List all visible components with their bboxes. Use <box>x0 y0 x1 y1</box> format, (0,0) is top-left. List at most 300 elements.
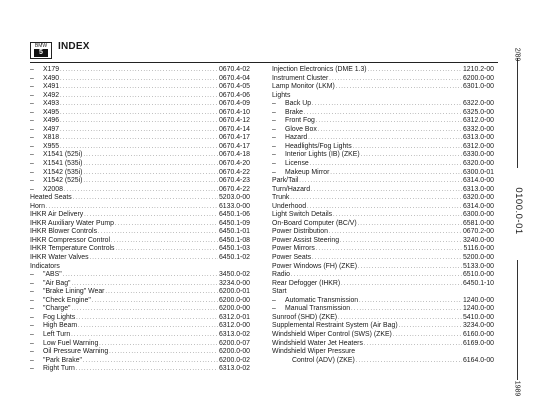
index-entry <box>30 280 250 289</box>
entry-repair-code: 6200.0-00 <box>462 74 494 82</box>
entry-dash: – <box>30 185 34 193</box>
entry-repair-code: 0670.4-14 <box>218 125 250 133</box>
index-entry <box>272 348 494 357</box>
dot-leader <box>340 237 462 246</box>
index-entry <box>272 237 494 246</box>
entry-repair-code: 6313.0-00 <box>462 185 494 193</box>
index-entry <box>30 117 250 126</box>
dot-leader <box>60 83 218 92</box>
entry-repair-code: 6300.0-00 <box>462 211 494 219</box>
dot-leader <box>359 297 462 306</box>
entry-label: "Park Brake" <box>43 356 82 364</box>
entry-label: X497 <box>43 125 60 133</box>
dot-leader <box>310 160 462 169</box>
dot-leader <box>60 100 218 109</box>
entry-repair-code: 1240.0-00 <box>462 305 494 313</box>
entry-label: Heated Seats <box>30 194 72 202</box>
dot-leader <box>73 194 218 203</box>
dot-leader <box>92 297 218 306</box>
entry-dash: – <box>30 142 34 150</box>
entry-label: X1541 (535i) <box>43 160 83 168</box>
entry-label: "ABS" <box>43 271 62 279</box>
entry-repair-code: 6200.0-01 <box>218 288 250 296</box>
index-column-left <box>30 66 250 374</box>
dot-leader <box>60 75 218 84</box>
entry-dash: – <box>30 313 34 321</box>
entry-label: IHKR Water Valves <box>30 254 89 262</box>
index-entry <box>272 203 494 212</box>
index-entry <box>30 100 250 109</box>
entry-label: IHKR Compressor Control <box>30 236 111 244</box>
index-entry <box>30 211 250 220</box>
entry-repair-code: 0670.4-09 <box>218 100 250 108</box>
dot-leader <box>316 117 462 126</box>
entry-dash: – <box>30 160 34 168</box>
dot-leader <box>90 254 218 263</box>
index-entry <box>272 340 494 349</box>
entry-repair-code: 5203.0-00 <box>218 194 250 202</box>
entry-repair-code: 0670.4-17 <box>218 142 250 150</box>
entry-label: X179 <box>43 66 60 73</box>
dot-leader <box>76 314 218 323</box>
dot-leader <box>393 331 462 340</box>
entry-label: Lamp Monitor (LKM) <box>272 83 335 91</box>
entry-repair-code: 1210.2-00 <box>462 66 494 73</box>
dot-leader <box>84 211 218 220</box>
dot-leader <box>60 109 218 118</box>
dot-leader <box>60 66 218 75</box>
index-entry <box>30 245 250 254</box>
entry-label: Indicators <box>30 262 60 270</box>
dot-leader <box>60 117 218 126</box>
entry-repair-code: 6160.0-00 <box>462 330 494 338</box>
index-entry <box>272 126 494 135</box>
dot-leader <box>368 66 462 75</box>
entry-repair-code: 1240.0-00 <box>462 296 494 304</box>
index-entry <box>272 297 494 306</box>
entry-dash: – <box>30 322 34 330</box>
entry-repair-code: 6313.0-02 <box>218 365 250 373</box>
entry-label: Power Assist Steering <box>272 236 340 244</box>
entry-label: Interior Lights (IB) (ZKE) <box>285 151 360 159</box>
dot-leader <box>115 220 218 229</box>
entry-repair-code: 6320.0-00 <box>462 160 494 168</box>
entry-repair-code: 0670.4-04 <box>218 74 250 82</box>
dot-leader <box>307 203 462 212</box>
entry-label: "Brake Lining" Wear <box>43 288 105 296</box>
entry-dash: – <box>30 305 34 313</box>
entry-label: Makeup Mirror <box>285 168 330 176</box>
entry-repair-code: 5116.0-00 <box>463 245 494 253</box>
entry-repair-code: 6314.0-00 <box>462 202 494 210</box>
entry-label: X496 <box>43 117 60 125</box>
index-entry <box>30 66 250 75</box>
entry-repair-code: 6320.0-00 <box>462 194 494 202</box>
index-entry <box>272 143 494 152</box>
entry-repair-code: 6450.1-10 <box>462 279 494 287</box>
entry-label: Headlights/Fog Lights <box>285 142 352 150</box>
page-header <box>30 40 498 62</box>
dot-leader <box>329 228 462 237</box>
entry-label: Automatic Transmission <box>285 296 359 304</box>
entry-repair-code: 6312.0-00 <box>218 322 250 330</box>
dot-leader <box>105 288 218 297</box>
dot-leader <box>60 126 218 135</box>
entry-dash: – <box>30 288 34 296</box>
index-entry <box>272 100 494 109</box>
index-entry <box>30 365 250 374</box>
index-entry <box>272 83 494 92</box>
entry-repair-code: 6330.0-00 <box>462 151 494 159</box>
entry-label: X2008 <box>43 185 63 193</box>
entry-dash: – <box>30 117 34 125</box>
dot-leader <box>83 169 217 178</box>
index-entry <box>30 331 250 340</box>
dot-leader <box>291 271 462 280</box>
entry-dash: – <box>30 151 34 159</box>
entry-label: Rear Defogger (IHKR) <box>272 279 341 287</box>
entry-repair-code: 6200.0-07 <box>218 339 250 347</box>
index-entry <box>30 357 250 366</box>
entry-label: "Charge" <box>43 305 71 313</box>
index-entry <box>30 254 250 263</box>
dot-leader <box>111 237 218 246</box>
index-entry <box>30 314 250 323</box>
index-entry <box>272 314 494 323</box>
index-entry <box>30 83 250 92</box>
header-rule <box>30 62 498 63</box>
index-entry <box>30 143 250 152</box>
entry-dash: – <box>272 125 276 133</box>
dot-leader <box>63 271 218 280</box>
entry-label: Power Mirrors <box>272 245 315 253</box>
dot-leader <box>46 203 218 212</box>
index-entry <box>272 254 494 263</box>
index-entry <box>30 305 250 314</box>
entry-label: Injection Electronics (DME 1.3) <box>272 66 367 73</box>
entry-label: Windshield Wiper Pressure <box>272 348 356 356</box>
dot-leader <box>60 92 218 101</box>
entry-label: Windshield Wiper Control (SWS) (ZKE) <box>272 330 392 338</box>
dot-leader <box>358 263 462 272</box>
index-entry <box>30 203 250 212</box>
index-entry <box>30 297 250 306</box>
entry-repair-code: 6510.0-00 <box>462 271 494 279</box>
entry-repair-code: 6164.0-00 <box>462 356 494 364</box>
entry-repair-code: 6133.0-00 <box>218 202 250 210</box>
entry-dash: – <box>30 91 34 99</box>
index-entry <box>272 245 494 254</box>
entry-label: Radio <box>272 271 291 279</box>
index-entry <box>272 66 494 75</box>
dot-leader <box>83 151 217 160</box>
index-entry <box>272 194 494 203</box>
entry-label: Left Turn <box>43 330 71 338</box>
dot-leader <box>299 177 462 186</box>
index-entry <box>30 160 250 169</box>
entry-repair-code: 0670.4-06 <box>218 91 250 99</box>
entry-repair-code: 6200.0-00 <box>218 348 250 356</box>
page-title: INDEX <box>58 41 90 52</box>
entry-dash: – <box>30 125 34 133</box>
entry-repair-code: 6300.0-01 <box>462 168 494 176</box>
sidebar-section-code: 0100.0-01 <box>513 187 524 235</box>
entry-repair-code: 6312.0-01 <box>218 313 250 321</box>
dot-leader <box>64 186 218 195</box>
dot-leader <box>290 194 462 203</box>
entry-repair-code: 0670.4-10 <box>218 108 250 116</box>
entry-repair-code: 3450.0-02 <box>218 271 250 279</box>
dot-leader <box>399 322 462 331</box>
entry-repair-code: 6450.1-09 <box>218 219 250 227</box>
entry-label: Low Fuel Warning <box>43 339 99 347</box>
index-entry <box>272 305 494 314</box>
index-entry <box>272 75 494 84</box>
index-entry <box>272 331 494 340</box>
dot-leader <box>116 245 218 254</box>
entry-label: License <box>285 160 309 168</box>
index-entry <box>272 186 494 195</box>
entry-label: IHKR Temperature Controls <box>30 245 115 253</box>
entry-repair-code: 0670.4-22 <box>218 168 250 176</box>
dot-leader <box>304 109 462 118</box>
entry-repair-code: 6314.0-00 <box>462 177 494 185</box>
entry-dash: – <box>30 330 34 338</box>
entry-dash: – <box>272 134 276 142</box>
index-entry <box>30 271 250 280</box>
index-entry <box>30 340 250 349</box>
entry-repair-code: 6200.0-00 <box>218 296 250 304</box>
entry-repair-code: 6313.0-00 <box>462 134 494 142</box>
entry-repair-code: 6312.0-00 <box>462 142 494 150</box>
entry-dash: – <box>272 117 276 125</box>
entry-dash: – <box>30 177 34 185</box>
entry-label: "Air Bag" <box>43 279 71 287</box>
dot-leader <box>333 211 462 220</box>
entry-label: X490 <box>43 74 60 82</box>
entry-repair-code: 6450.1-02 <box>218 254 250 262</box>
dot-leader <box>76 365 218 374</box>
entry-label: "Check Engine" <box>43 296 91 304</box>
index-entry <box>272 322 494 331</box>
dot-leader <box>318 126 462 135</box>
entry-label: High Beam <box>43 322 78 330</box>
entry-label: Fog Lights <box>43 313 76 321</box>
bmw-series-logo <box>30 42 52 59</box>
dot-leader <box>83 177 217 186</box>
entry-repair-code: 6301.0-00 <box>462 83 494 91</box>
entry-dash: – <box>272 108 276 116</box>
entry-repair-code: 6450.1-03 <box>218 245 250 253</box>
index-entry <box>272 169 494 178</box>
entry-repair-code: 0670.4-12 <box>218 117 250 125</box>
entry-dash: – <box>30 134 34 142</box>
dot-leader <box>351 305 462 314</box>
entry-label: Lights <box>272 91 291 99</box>
dot-leader <box>336 83 462 92</box>
entry-label: Turn/Hazard <box>272 185 311 193</box>
entry-repair-code: 6313.0-02 <box>218 330 250 338</box>
entry-label: X955 <box>43 142 60 150</box>
index-entry <box>272 117 494 126</box>
index-entry <box>30 186 250 195</box>
entry-repair-code: 0670.4-05 <box>218 83 250 91</box>
entry-label: IHKR Air Delivery <box>30 211 84 219</box>
sidebar-date: 2/89 <box>513 47 521 62</box>
entry-dash: – <box>30 74 34 82</box>
entry-repair-code: 0670.4-18 <box>218 151 250 159</box>
dot-leader <box>312 254 462 263</box>
entry-dash: – <box>30 100 34 108</box>
index-entry <box>272 92 494 101</box>
dot-leader <box>98 228 218 237</box>
entry-repair-code: 6200.0-02 <box>218 356 250 364</box>
entry-dash: – <box>30 365 34 373</box>
index-entry <box>272 160 494 169</box>
index-entry <box>30 169 250 178</box>
entry-repair-code: 5200.0-00 <box>462 254 494 262</box>
entry-dash: – <box>272 160 276 168</box>
dot-leader <box>99 340 218 349</box>
entry-repair-code: 0670.2-00 <box>462 228 494 236</box>
index-entry <box>272 220 494 229</box>
entry-label: X493 <box>43 100 60 108</box>
dot-leader <box>356 357 462 366</box>
dot-leader <box>361 151 462 160</box>
entry-label: Power Seats <box>272 254 312 262</box>
index-column-right <box>272 66 494 365</box>
index-entry <box>30 263 250 272</box>
entry-label: Power Distribution <box>272 228 328 236</box>
entry-dash: – <box>30 66 34 73</box>
entry-label: X1541 (525i) <box>43 151 83 159</box>
entry-dash: – <box>272 151 276 159</box>
entry-dash: – <box>30 339 34 347</box>
index-entry <box>272 211 494 220</box>
entry-dash: – <box>30 83 34 91</box>
index-entry <box>272 134 494 143</box>
dot-leader <box>109 348 218 357</box>
entry-label: Manual Transmission <box>285 305 351 313</box>
entry-repair-code: 0670.4-20 <box>218 160 250 168</box>
entry-label: IHKR Blower Controls <box>30 228 98 236</box>
index-entry <box>30 109 250 118</box>
index-entry <box>30 151 250 160</box>
entry-repair-code: 0670.4-17 <box>218 134 250 142</box>
entry-label: Supplemental Restraint System (Air Bag) <box>272 322 398 330</box>
index-entry <box>30 220 250 229</box>
index-entry <box>272 263 494 272</box>
index-entry <box>30 177 250 186</box>
index-entry <box>272 177 494 186</box>
entry-dash: – <box>272 142 276 150</box>
index-entry <box>30 92 250 101</box>
logo-series-number: 5 <box>34 49 48 57</box>
dot-leader <box>329 75 462 84</box>
entry-dash: – <box>30 296 34 304</box>
dot-leader <box>330 169 462 178</box>
dot-leader <box>78 322 218 331</box>
side-rule-top <box>517 58 518 168</box>
dot-leader <box>72 305 218 314</box>
entry-dash: – <box>30 271 34 279</box>
entry-label: Windshield Water Jet Heaters <box>272 339 363 347</box>
index-entry <box>30 237 250 246</box>
entry-dash: – <box>272 168 276 176</box>
entry-dash: – <box>30 279 34 287</box>
index-entry <box>30 126 250 135</box>
entry-label: Hazard <box>285 134 308 142</box>
entry-label: X1542 (525i) <box>43 177 83 185</box>
entry-label: Control (ADV) (ZKE) <box>292 356 355 364</box>
entry-repair-code: 5133.0-00 <box>462 262 494 270</box>
dot-leader <box>308 134 462 143</box>
entry-repair-code: 6581.0-00 <box>462 219 494 227</box>
entry-label: Brake <box>285 108 304 116</box>
entry-label: IHKR Auxiliary Water Pump <box>30 219 114 227</box>
entry-repair-code: 6312.0-00 <box>462 117 494 125</box>
entry-label: Glove Box <box>285 125 317 133</box>
entry-repair-code: 6332.0-00 <box>462 125 494 133</box>
entry-label: Right Turn <box>43 365 75 373</box>
entry-label: X495 <box>43 108 60 116</box>
entry-repair-code: 3240.0-00 <box>462 236 494 244</box>
index-entry <box>272 109 494 118</box>
index-entry <box>272 271 494 280</box>
index-entry <box>30 75 250 84</box>
dot-leader <box>316 245 463 254</box>
entry-label: X1542 (535i) <box>43 168 83 176</box>
entry-repair-code: 6450.1-06 <box>218 211 250 219</box>
index-entry <box>272 228 494 237</box>
entry-repair-code: 3234.0-00 <box>218 279 250 287</box>
index-entry <box>272 288 494 297</box>
entry-label: Start <box>272 288 287 296</box>
entry-label: X492 <box>43 91 60 99</box>
index-entry <box>30 194 250 203</box>
entry-repair-code: 0670.4-23 <box>218 177 250 185</box>
index-entry <box>272 280 494 289</box>
entry-repair-code: 5410.0-00 <box>462 313 494 321</box>
entry-dash: – <box>272 100 276 108</box>
entry-repair-code: 6322.0-00 <box>462 100 494 108</box>
entry-dash: – <box>30 108 34 116</box>
entry-label: Back Up <box>285 100 312 108</box>
entry-label: Oil Pressure Warning <box>43 348 109 356</box>
index-entry <box>272 151 494 160</box>
entry-repair-code: 0670.4-22 <box>218 185 250 193</box>
entry-dash: – <box>272 296 276 304</box>
dot-leader <box>358 220 462 229</box>
entry-repair-code: 6450.1-01 <box>218 228 250 236</box>
entry-label: X818 <box>43 134 60 142</box>
sidebar-year: 1989 <box>513 380 521 397</box>
index-entry <box>30 322 250 331</box>
entry-label: X491 <box>43 83 60 91</box>
dot-leader <box>353 143 462 152</box>
entry-repair-code: 6169.0-00 <box>462 339 494 347</box>
entry-dash: – <box>272 305 276 313</box>
entry-repair-code: 6450.1-08 <box>218 236 250 244</box>
dot-leader <box>83 357 218 366</box>
dot-leader <box>338 314 462 323</box>
entry-label: Front Fog <box>285 117 315 125</box>
index-entry <box>30 228 250 237</box>
entry-label: Horn <box>30 202 45 210</box>
dot-leader <box>83 160 217 169</box>
dot-leader <box>364 340 462 349</box>
dot-leader <box>72 280 218 289</box>
